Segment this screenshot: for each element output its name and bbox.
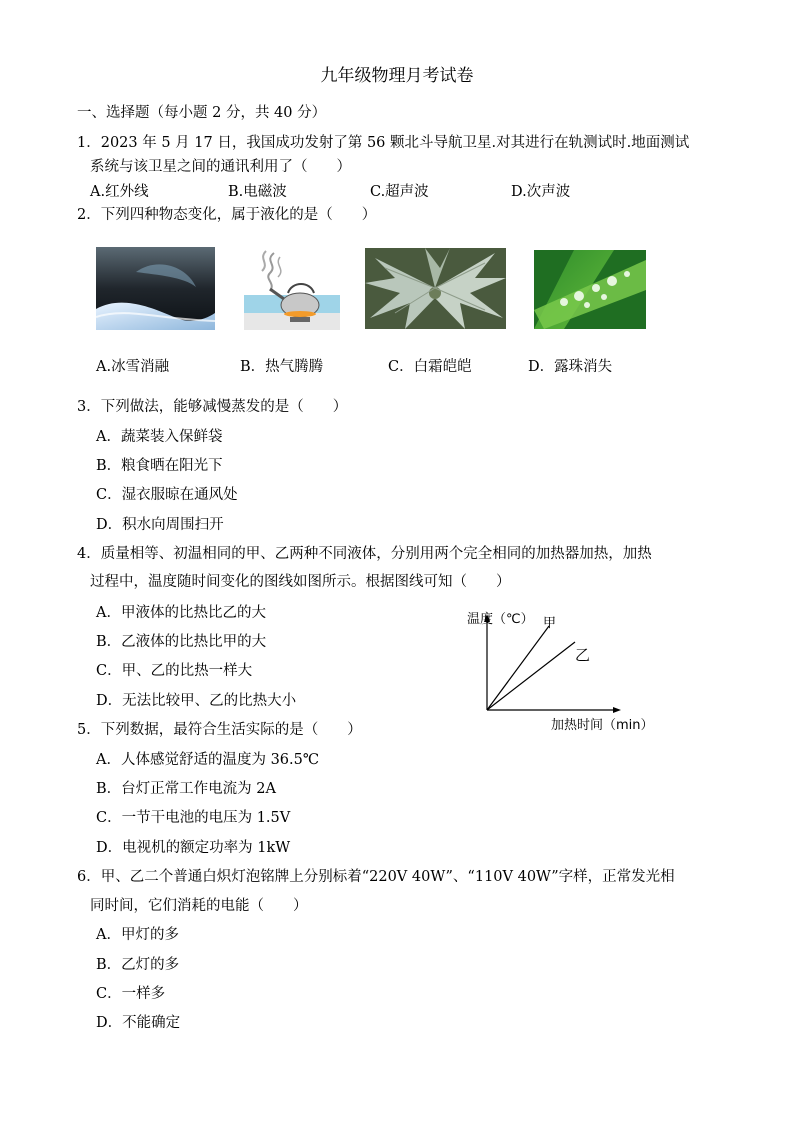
y-axis-label: 温度（℃） — [467, 612, 534, 627]
q2-option-a: A.冰雪消融 — [96, 359, 170, 375]
question-1-text: 1．2023 年 5 月 17 日，我国成功发射了第 56 颗北斗导航卫星.对其进行在轨测试时.地面测试 — [77, 135, 690, 151]
q6-option-d: D．不能确定 — [96, 1015, 181, 1031]
page-title: 九年级物理月考试卷 — [320, 66, 474, 86]
q6-option-a: A．甲灯的多 — [96, 927, 179, 943]
q5-option-c: C．一节干电池的电压为 1.5V — [96, 810, 291, 826]
q4-option-b: B．乙液体的比热比甲的大 — [96, 634, 267, 650]
question-4-text: 4．质量相等、初温相同的甲、乙两种不同液体，分别用两个完全相同的加热器加热，加热 — [77, 546, 652, 562]
x-axis-label: 加热时间（min） — [551, 718, 654, 733]
question-2-text: 2．下列四种物态变化，属于液化的是（ ） — [77, 207, 377, 223]
question-3-text: 3．下列做法，能够减慢蒸发的是（ ） — [77, 399, 348, 415]
q5-option-a: A．人体感觉舒适的温度为 36.5℃ — [96, 752, 320, 768]
q1-option-b: B.电磁波 — [228, 184, 287, 200]
q1-option-c: C.超声波 — [370, 184, 429, 200]
section-heading: 一、选择题（每小题 2 分，共 40 分） — [77, 105, 327, 121]
question-6-text: 6．甲、乙二个普通白炽灯泡铭牌上分别标着“220V 40W”、“110V 40W”字样，正常发光相 — [77, 869, 675, 885]
question-6-text-cont: 同时间，它们消耗的电能（ ） — [90, 898, 308, 914]
q1-option-d: D.次声波 — [511, 184, 571, 200]
q3-option-a: A．蔬菜装入保鲜袋 — [96, 429, 223, 445]
question-4-text-cont: 过程中，温度随时间变化的图线如图所示。根据图线可知（ ） — [90, 574, 511, 590]
q2-option-b: B．热气腾腾 — [240, 359, 324, 375]
boiling-kettle-photo — [244, 247, 340, 330]
q3-option-b: B．粮食晒在阳光下 — [96, 458, 223, 474]
line-jia — [487, 626, 549, 710]
frost-plant-photo — [365, 248, 506, 329]
line-yi-label: 乙 — [575, 646, 591, 664]
q3-option-d: D．积水向周围扫开 — [96, 517, 224, 533]
dew-drops-photo — [534, 250, 646, 329]
question-1-text-cont: 系统与该卫星之间的通讯利用了（ ） — [90, 159, 351, 175]
x-axis-arrow-icon — [613, 707, 621, 713]
q1-option-a: A.红外线 — [90, 184, 149, 200]
line-jia-label: 甲 — [543, 616, 557, 631]
q4-option-a: A．甲液体的比热比乙的大 — [96, 605, 266, 621]
q4-option-c: C．甲、乙的比热一样大 — [96, 663, 253, 679]
line-yi — [487, 642, 575, 710]
temperature-time-graph — [465, 604, 655, 734]
q2-option-c: C．白霜皑皑 — [388, 359, 472, 375]
q3-option-c: C．湿衣服晾在通风处 — [96, 487, 238, 503]
q5-option-b: B．台灯正常工作电流为 2A — [96, 781, 276, 797]
q5-option-d: D．电视机的额定功率为 1kW — [96, 840, 291, 856]
question-5-text: 5．下列数据，最符合生活实际的是（ ） — [77, 722, 362, 738]
q6-option-b: B．乙灯的多 — [96, 957, 180, 973]
ice-melting-photo — [96, 247, 215, 330]
q6-option-c: C．一样多 — [96, 986, 166, 1002]
q2-option-d: D．露珠消失 — [528, 359, 613, 375]
q4-option-d: D．无法比较甲、乙的比热大小 — [96, 693, 297, 709]
